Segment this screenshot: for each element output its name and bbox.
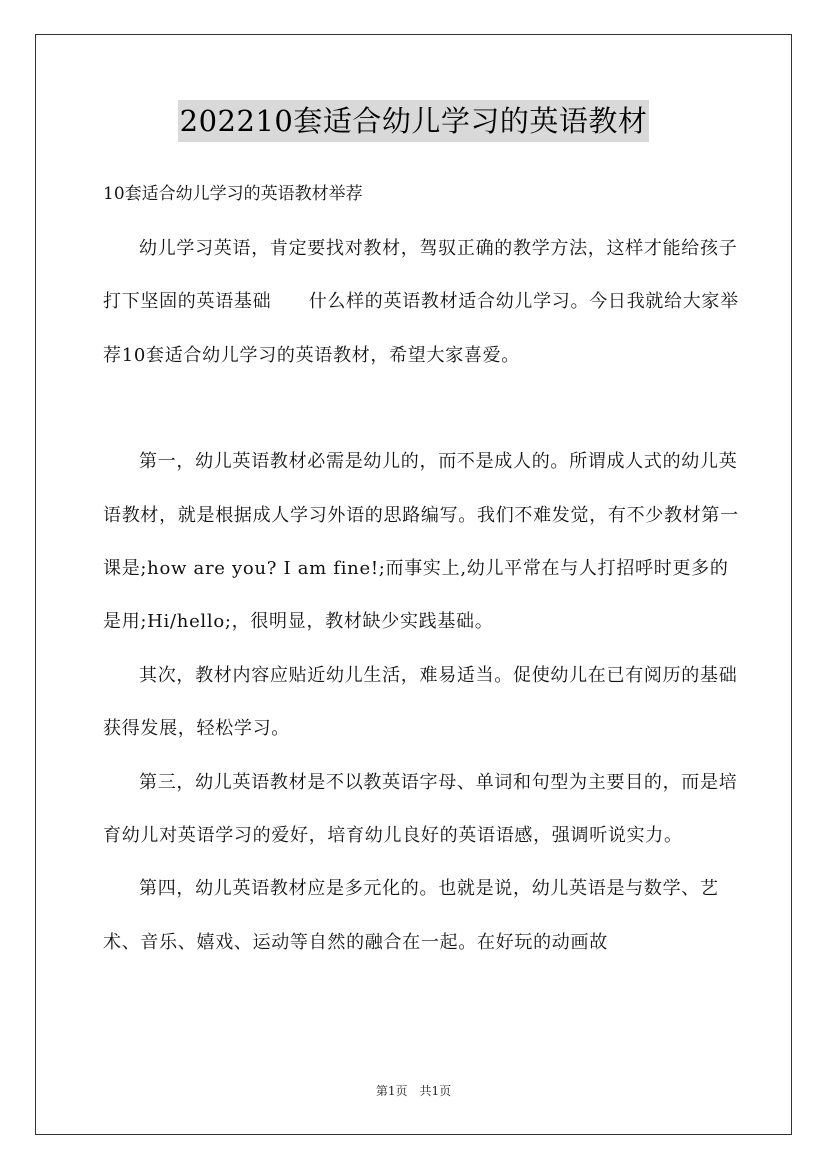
document-body (103, 176, 743, 969)
page-footer: 第1页 共1页 (375, 1084, 452, 1098)
document-title: 202210套适合幼儿学习的英语教材 (178, 100, 650, 142)
document-subtitle: 10套适合幼儿学习的英语教材举荐 (103, 184, 363, 204)
paragraph-third-point: 第三，幼儿英语教材是不以教英语字母、单词和句型为主要目的，而是培育幼儿对英语学习的爱好，培育幼儿良好的英语语感，强调听说实力。 (103, 771, 738, 847)
paragraph-first-point: 第一，幼儿英语教材必需是幼儿的，而不是成人的。所谓成人式的幼儿英语教材，就是根据成人学习外语的思路编写。我们不难发觉，有不少教材第一课是;how are you? I am fine!;而事实上,幼儿平常在与人打招呼时更多的是用;Hi/hello;，很明显，教材缺少实践基础。 (103, 451, 739, 633)
paragraph-second-point: 其次，教材内容应贴近幼儿生活，难易适当。促使幼儿在已有阅历的基础获得发展，轻松学习。 (103, 664, 738, 740)
paragraph-fourth-point: 第四，幼儿英语教材应是多元化的。也就是说，幼儿英语是与数学、艺术、音乐、嬉戏、运动等自然的融合在一起。在好玩的动画故 (103, 878, 719, 953)
paragraph-spacer (103, 382, 743, 435)
paragraph-intro: 幼儿学习英语，肯定要找对教材，驾驭正确的教学方法，这样才能给孩子打下坚固的英语基础 什么样的英语教材适合幼儿学习。今日我就给大家举荐10套适合幼儿学习的英语教材，希望大家喜爱。 (103, 238, 739, 366)
title-container (0, 100, 827, 142)
